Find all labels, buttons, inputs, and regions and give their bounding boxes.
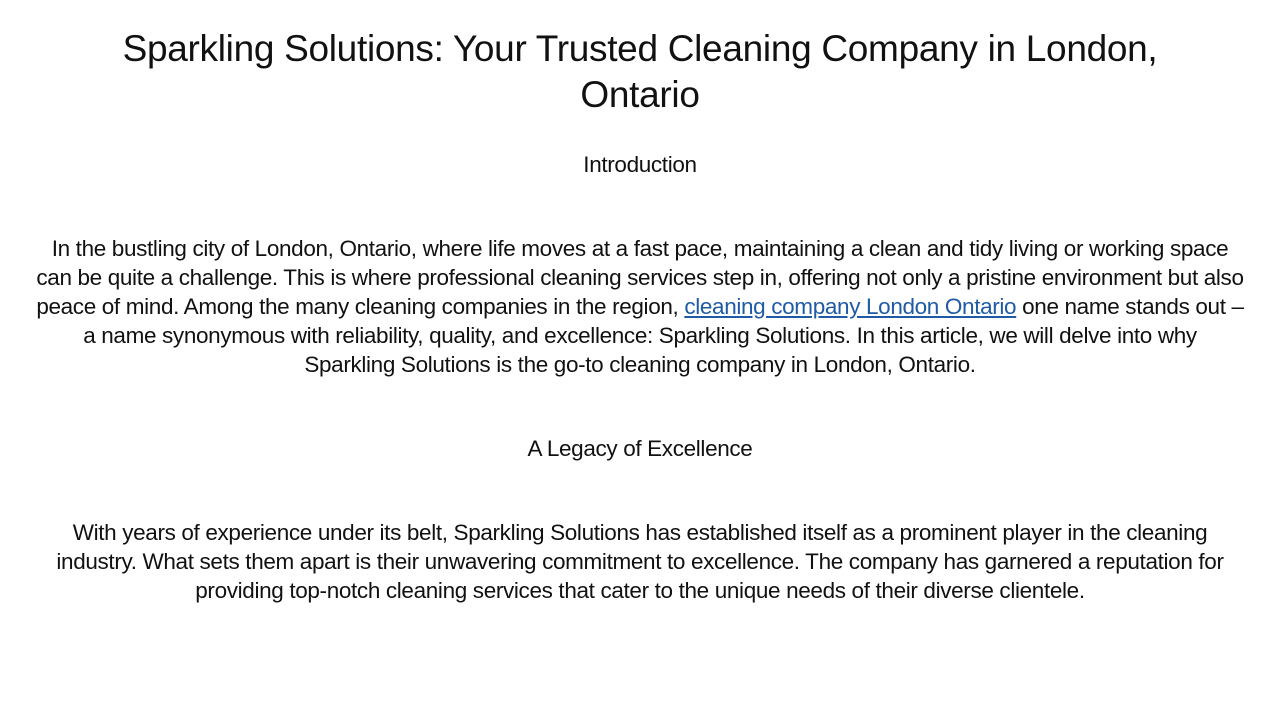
cleaning-company-link[interactable]: cleaning company London Ontario [684, 294, 1017, 319]
introduction-text-end: one name stands out – a name synonymous with reliability, quality, and excellence: Sparkling Solutions. In this article, we will delve into why Sparkling Solutions is the go-to cleaning company in London, Ontario. [83, 294, 1244, 377]
page-title: Sparkling Solutions: Your Trusted Cleaning Company in London, Ontario [122, 28, 1158, 115]
content-body [36, 150, 1244, 605]
introduction-paragraph [36, 234, 1244, 379]
legacy-paragraph: With years of experience under its belt, Sparkling Solutions has established itself as a prominent player in the cleaning industry. What sets them apart is their unwavering commitment to excellence. The company has garnered a reputation for providing top-notch cleaning services that cater to the unique needs of their diverse clientele. [56, 520, 1224, 603]
introduction-text-start: In the bustling city of London, Ontario, where life moves at a fast pace, maintaining a clean and tidy living or working space can be quite a challenge. This is where professional cleaning services step in, offering not only a pristine environment but also peace of mind. Among the many cleaning companies in the region, [36, 236, 1244, 319]
section-heading-legacy: A Legacy of Excellence [527, 436, 753, 461]
section-heading-introduction: Introduction [583, 152, 697, 177]
